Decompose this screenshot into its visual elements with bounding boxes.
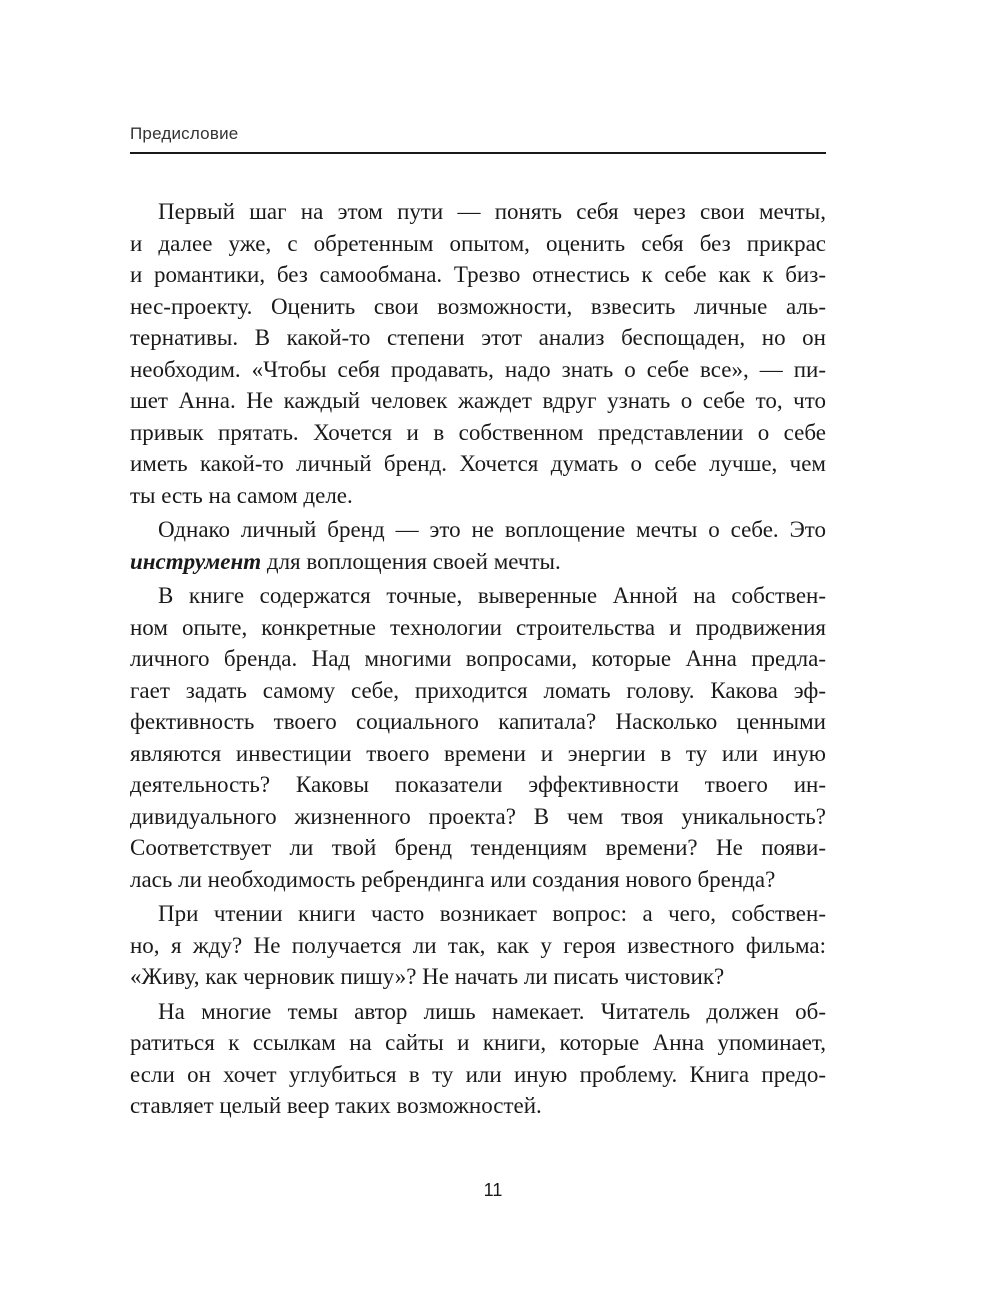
- text-line: привык прятать. Хочется и в собственном представлении о себе: [130, 419, 826, 445]
- text-line: лась ли необходимость ребрендинга или создания нового бренда?: [130, 866, 776, 892]
- text-line: ном опыте, конкретные технологии строительства и продвижения: [130, 614, 826, 640]
- paragraph-4: [130, 898, 826, 993]
- header-rule: [130, 152, 826, 154]
- text-line: фективность твоего социального капитала? Насколько ценными: [130, 709, 826, 734]
- text-line: ставляет целый веер таких возможностей.: [130, 1093, 542, 1118]
- text-line: ратиться к ссылкам на сайты и книги, которые Анна упоминает,: [130, 1030, 826, 1055]
- text-line: иметь какой-то личный бренд. Хочется думать о себе лучше, чем: [130, 451, 826, 476]
- text-line: и романтики, без самообмана. Трезво отнестись к себе как к биз-: [130, 262, 826, 287]
- emphasized-word: инструмент: [130, 548, 262, 574]
- text-line: если он хочет углубиться в ту или иную проблему. Книга предо-: [130, 1061, 826, 1087]
- text-line: но, я жду? Не получается ли так, как у героя известного фильма:: [130, 932, 826, 958]
- running-header-title: Предисловие: [130, 124, 239, 143]
- page-number: 11: [483, 1180, 503, 1200]
- text-line: и далее уже, с обретенным опытом, оценить себя без прикрас: [130, 230, 826, 256]
- body-text: [130, 196, 826, 1125]
- text-line: шет Анна. Не каждый человек жаждет вдруг узнать о себе то, что: [130, 388, 826, 413]
- text-line: деятельность? Каковы показатели эффективности твоего ин-: [130, 772, 826, 797]
- paragraph-3: [130, 580, 826, 895]
- text-line: ты есть на самом деле.: [130, 482, 353, 508]
- text-line: При чтении книги часто возникает вопрос: а чего, собствен-: [158, 901, 826, 926]
- paragraph-1: [130, 196, 826, 511]
- text-line: [130, 546, 826, 578]
- text-line: Однако личный бренд — это не воплощение мечты о себе. Это: [158, 517, 826, 542]
- text-line: Первый шаг на этом пути — понять себя через свои мечты,: [158, 199, 826, 224]
- text-line: дивидуального жизненного проекта? В чем твоя уникальность?: [130, 803, 826, 829]
- text-line: «Живу, как черновик пишу»? Не начать ли писать чистовик?: [130, 964, 725, 989]
- text-line: тернативы. В какой-то степени этот анализ беспощаден, но он: [130, 325, 826, 350]
- text-line: являются инвестиции твоего времени и энергии в ту или иную: [130, 740, 826, 766]
- text-line: В книге содержатся точные, выверенные Анной на собствен-: [158, 583, 826, 608]
- text-line: Соответствует ли твой бренд тенденциям времени? Не появи-: [130, 835, 826, 860]
- text-line: личного бренда. Над многими вопросами, которые Анна предла-: [130, 646, 826, 671]
- text-line: На многие темы автор лишь намекает. Читатель должен об-: [158, 998, 826, 1024]
- text-line: гает задать самому себе, приходится ломать голову. Какова эф-: [130, 677, 826, 703]
- text-line: необходим. «Чтобы себя продавать, надо знать о себе все», — пи-: [130, 356, 826, 382]
- text-fragment: для воплощения своей мечты.: [261, 548, 561, 574]
- paragraph-2: [130, 514, 826, 577]
- text-line: нес-проекту. Оценить свои возможности, взвесить личные аль-: [130, 293, 826, 319]
- paragraph-5: [130, 996, 826, 1122]
